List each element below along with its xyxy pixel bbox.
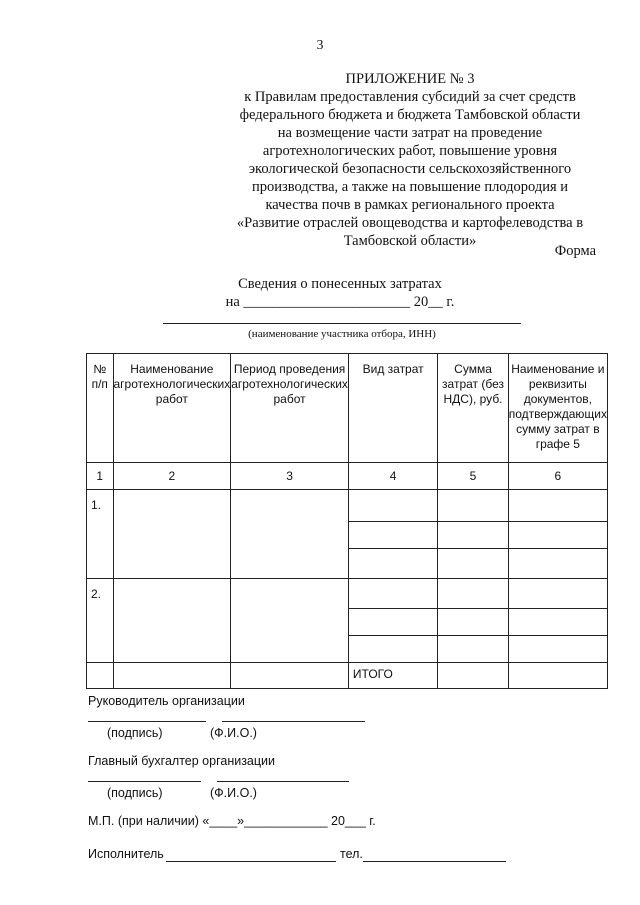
cost-type-cell[interactable]	[348, 609, 437, 636]
header-cell: № п/п	[87, 354, 114, 463]
form-title	[150, 275, 530, 311]
total-cell	[231, 663, 349, 689]
phone-line[interactable]	[363, 860, 506, 862]
work-period-cell[interactable]	[231, 490, 349, 579]
work-name-cell[interactable]	[113, 490, 231, 579]
table-row	[87, 579, 608, 609]
appendix-line: экологической безопасности сельскохозяйственного	[248, 161, 572, 177]
cost-sum-cell[interactable]	[438, 490, 508, 522]
costs-table	[86, 353, 608, 689]
name-caption: (Ф.И.О.)	[210, 726, 257, 740]
executor-line[interactable]	[166, 860, 336, 862]
accountant-signature-line[interactable]	[88, 780, 201, 782]
participant-name-line[interactable]	[163, 323, 521, 324]
cost-type-cell[interactable]	[348, 579, 437, 609]
appendix-line: Тамбовской области»	[343, 233, 477, 249]
signature-caption: (подпись)	[107, 726, 163, 740]
header-cell: Наименование и реквизиты документов, подтверждающих сумму затрат в графе 5	[508, 354, 607, 463]
header-cell: Период проведения агротехнологических работ	[231, 354, 349, 463]
total-document-cell[interactable]	[508, 663, 607, 689]
cost-sum-cell[interactable]	[438, 579, 508, 609]
document-cell[interactable]	[508, 490, 607, 522]
page-number: 3	[316, 38, 324, 53]
accountant-label: Главный бухгалтер организации	[88, 754, 276, 768]
appendix-line: производства, а также на повышение плодородия и	[251, 179, 569, 195]
header-cell: Сумма затрат (без НДС), руб.	[438, 354, 508, 463]
appendix-line: к Правилам предоставления субсидий за счет средств	[244, 89, 576, 105]
table-header-row	[87, 354, 608, 463]
cost-sum-cell[interactable]	[438, 609, 508, 636]
signature-caption: (подпись)	[107, 786, 163, 800]
total-label: ИТОГО	[348, 663, 437, 689]
participant-caption: (наименование участника отбора, ИНН)	[248, 328, 436, 340]
total-row	[87, 663, 608, 689]
document-cell[interactable]	[508, 636, 607, 663]
column-number: 4	[348, 463, 437, 490]
row-number: 2.	[87, 579, 114, 663]
form-title-line: Сведения о понесенных затратах	[238, 276, 442, 292]
column-number: 1	[87, 463, 114, 490]
total-sum-cell[interactable]	[438, 663, 508, 689]
total-cell	[87, 663, 114, 689]
head-name-line[interactable]	[222, 720, 365, 722]
column-number: 5	[438, 463, 508, 490]
document-cell[interactable]	[508, 609, 607, 636]
total-cell	[113, 663, 231, 689]
column-number: 3	[231, 463, 349, 490]
document-cell[interactable]	[508, 522, 607, 549]
appendix-line: на возмещение части затрат на проведение	[277, 125, 543, 141]
appendix-header	[200, 70, 620, 250]
form-label: Форма	[554, 243, 596, 259]
cost-sum-cell[interactable]	[438, 522, 508, 549]
column-number-row	[87, 463, 608, 490]
appendix-line: качества почв в рамках регионального проекта	[265, 197, 555, 213]
table-row	[87, 490, 608, 522]
appendix-line: агротехнологических работ, повышение уровня	[262, 143, 558, 159]
cost-type-cell[interactable]	[348, 636, 437, 663]
column-number: 6	[508, 463, 607, 490]
executor-label: Исполнитель	[88, 847, 164, 861]
cost-sum-cell[interactable]	[438, 636, 508, 663]
head-label: Руководитель организации	[88, 694, 245, 708]
cost-sum-cell[interactable]	[438, 549, 508, 579]
cost-type-cell[interactable]	[348, 490, 437, 522]
row-number: 1.	[87, 490, 114, 579]
cost-type-cell[interactable]	[348, 549, 437, 579]
appendix-line: федерального бюджета и бюджета Тамбовской области	[239, 107, 581, 123]
form-date-line: на _______________________ 20__ г.	[225, 294, 455, 310]
name-caption: (Ф.И.О.)	[210, 786, 257, 800]
appendix-title: ПРИЛОЖЕНИЕ № 3	[345, 71, 475, 87]
header-cell: Наименование агротехнологических работ	[113, 354, 231, 463]
work-period-cell[interactable]	[231, 579, 349, 663]
cost-type-cell[interactable]	[348, 522, 437, 549]
document-cell[interactable]	[508, 549, 607, 579]
column-number: 2	[113, 463, 231, 490]
appendix-line: «Развитие отраслей овощеводства и картофелеводства в	[236, 215, 584, 231]
work-name-cell[interactable]	[113, 579, 231, 663]
accountant-name-line[interactable]	[217, 780, 349, 782]
stamp-date-line: М.П. (при наличии) «____»____________ 20___ г.	[88, 814, 376, 828]
head-signature-line[interactable]	[88, 720, 206, 722]
header-cell: Вид затрат	[348, 354, 437, 463]
phone-label: тел.	[340, 847, 363, 861]
document-cell[interactable]	[508, 579, 607, 609]
